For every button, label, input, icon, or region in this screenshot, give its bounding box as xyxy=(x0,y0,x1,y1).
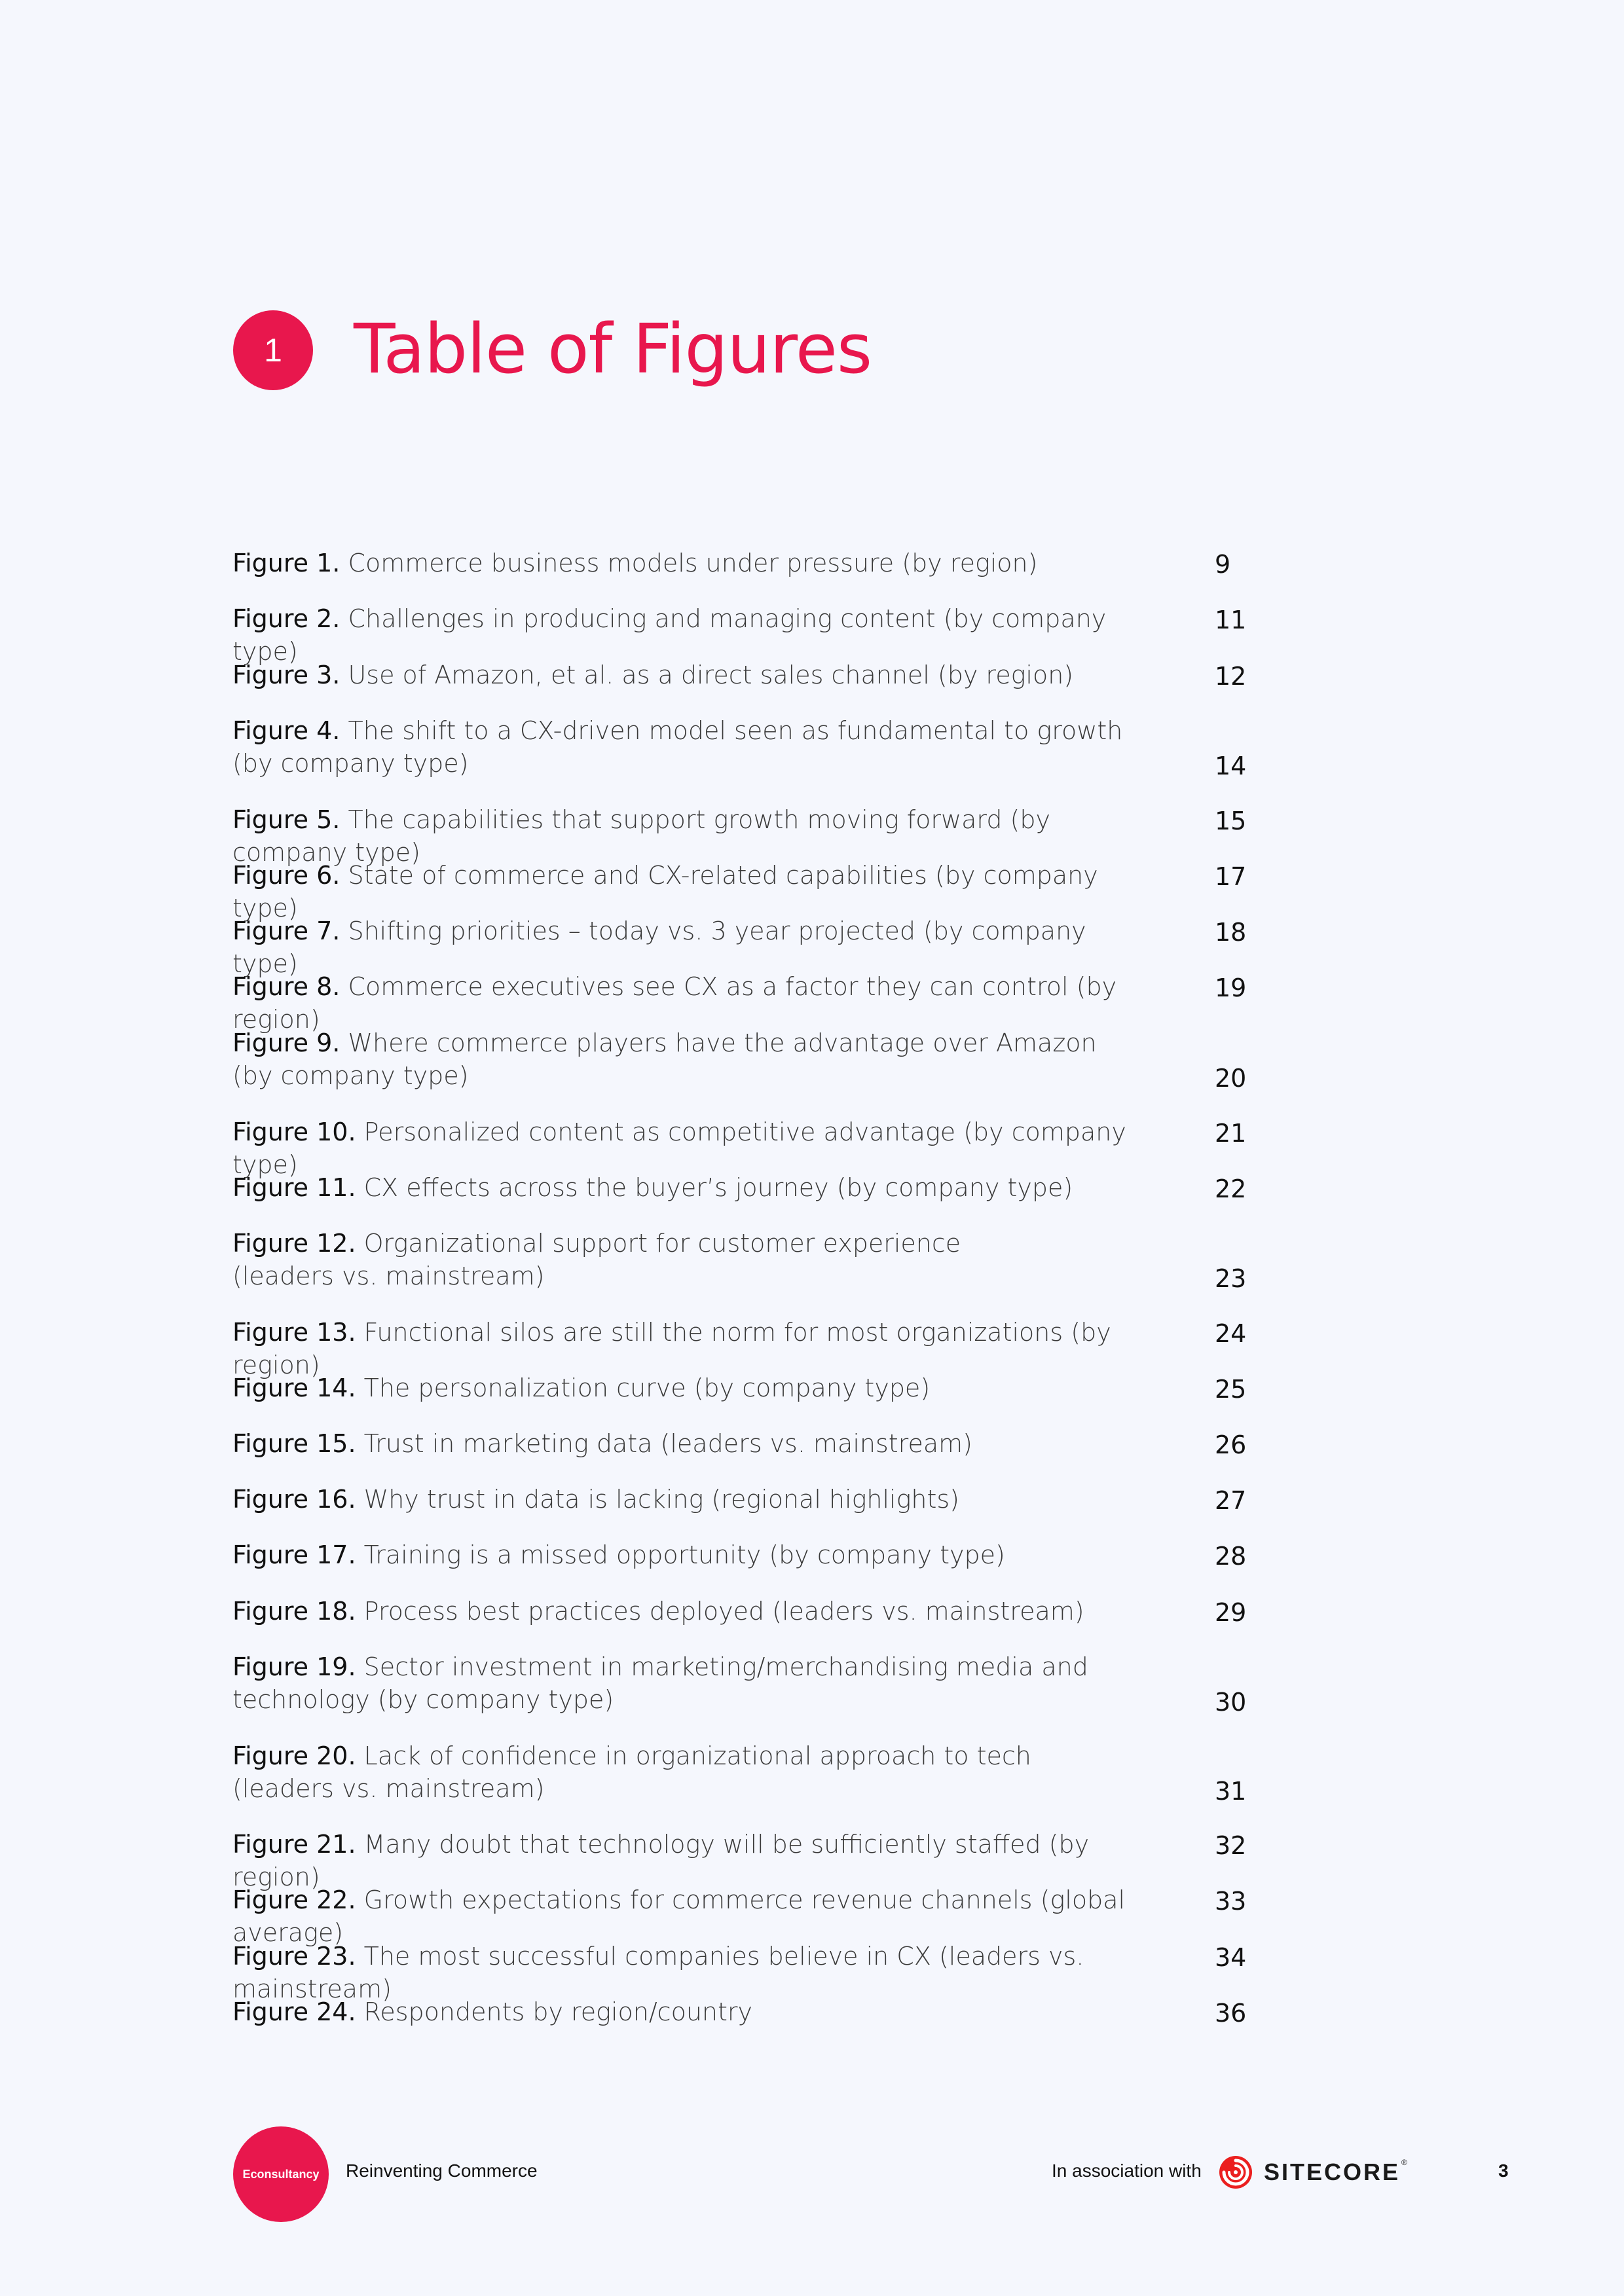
figure-page-number: 14 xyxy=(1215,752,1247,780)
figure-label: Figure 15. xyxy=(232,1429,356,1458)
figure-entry[interactable] xyxy=(232,1372,1254,1404)
figure-description: Many doubt that technology will be sufficiently staffed (by region) xyxy=(232,1830,1090,1891)
figure-page-number: 33 xyxy=(1215,1887,1247,1916)
figure-description: Commerce business models under pressure (by region) xyxy=(348,549,1038,577)
econsultancy-logo xyxy=(233,2126,329,2222)
figure-description: Functional silos are still the norm for most organizations (by region) xyxy=(232,1318,1111,1379)
figure-page-number: 29 xyxy=(1215,1598,1247,1627)
figure-label: Figure 7. xyxy=(232,917,341,945)
figure-label: Figure 4. xyxy=(232,716,341,745)
figure-entry[interactable] xyxy=(232,1595,1254,1628)
figure-description: Personalized content as competitive advantage (by company type) xyxy=(232,1118,1126,1179)
section-number: 1 xyxy=(264,332,282,369)
figure-label: Figure 24. xyxy=(232,1997,356,2026)
figure-description: Where commerce players have the advantage over Amazon xyxy=(348,1029,1097,1057)
figure-label: Figure 5. xyxy=(232,805,341,834)
figure-entry[interactable] xyxy=(232,1884,1254,1947)
figure-description: Shifting priorities – today vs. 3 year projected (by company type) xyxy=(232,917,1086,978)
figure-description: The most successful companies believe in CX (leaders vs. mainstream) xyxy=(232,1942,1084,2003)
figure-description-line-2: (by company type) xyxy=(232,1061,469,1090)
logo-text: Econsultancy xyxy=(242,2167,320,2181)
figure-entry[interactable] xyxy=(232,1650,1254,1716)
figure-label: Figure 13. xyxy=(232,1318,356,1347)
figure-entry[interactable] xyxy=(232,547,1254,579)
sitecore-logo xyxy=(1218,2153,1407,2192)
page-title: Table of Figures xyxy=(354,309,872,389)
figure-entry[interactable] xyxy=(232,1539,1254,1571)
figure-label: Figure 17. xyxy=(232,1540,356,1569)
figure-page-number: 15 xyxy=(1215,807,1247,835)
figure-description: Lack of confidence in organizational approach to tech xyxy=(363,1741,1031,1770)
figure-label: Figure 12. xyxy=(232,1229,356,1258)
figure-page-number: 20 xyxy=(1215,1064,1247,1093)
figure-description: Commerce executives see CX as a factor they can control (by region) xyxy=(232,972,1117,1034)
figure-description: Training is a missed opportunity (by company type) xyxy=(363,1540,1005,1569)
figure-entry[interactable] xyxy=(232,803,1254,867)
figure-description: The shift to a CX-driven model seen as fundamental to growth xyxy=(348,716,1123,745)
figure-description: CX effects across the buyer’s journey (by company type) xyxy=(363,1173,1073,1202)
figure-page-number: 26 xyxy=(1215,1430,1247,1459)
figure-entry[interactable] xyxy=(232,659,1254,691)
figure-entry[interactable] xyxy=(232,1828,1254,1891)
figure-label: Figure 6. xyxy=(232,861,341,890)
figure-page-number: 12 xyxy=(1215,662,1247,691)
figure-label: Figure 3. xyxy=(232,661,341,689)
figure-page-number: 23 xyxy=(1215,1264,1247,1293)
figure-description-line-2: technology (by company type) xyxy=(232,1685,614,1714)
figure-description: The capabilities that support growth moving forward (by company type) xyxy=(232,805,1050,867)
figure-entry[interactable] xyxy=(232,1227,1254,1292)
figure-page-number: 21 xyxy=(1215,1119,1247,1148)
figure-page-number: 32 xyxy=(1215,1831,1247,1860)
figure-page-number: 28 xyxy=(1215,1542,1247,1571)
figure-label: Figure 16. xyxy=(232,1485,356,1514)
footer-tagline: Reinventing Commerce xyxy=(346,2160,538,2181)
figure-entry[interactable] xyxy=(232,1427,1254,1460)
page-number: 3 xyxy=(1498,2160,1509,2181)
partner-name: SITECORE xyxy=(1264,2159,1401,2185)
figure-entry[interactable] xyxy=(232,1171,1254,1204)
figure-page-number: 17 xyxy=(1215,862,1247,891)
figure-page-number: 31 xyxy=(1215,1777,1247,1806)
figure-label: Figure 22. xyxy=(232,1886,356,1914)
figure-label: Figure 2. xyxy=(232,604,341,633)
figure-label: Figure 9. xyxy=(232,1029,341,1057)
figure-entry[interactable] xyxy=(232,915,1254,978)
figure-page-number: 11 xyxy=(1215,606,1247,634)
figure-page-number: 18 xyxy=(1215,918,1247,947)
figure-page-number: 25 xyxy=(1215,1375,1247,1404)
figure-entry[interactable] xyxy=(232,1027,1254,1092)
figure-label: Figure 8. xyxy=(232,972,341,1001)
partner-trademark: ® xyxy=(1401,2158,1407,2167)
figure-page-number: 24 xyxy=(1215,1319,1247,1348)
figure-entry[interactable] xyxy=(232,1940,1254,2003)
figure-page-number: 9 xyxy=(1215,550,1231,579)
figure-page-number: 19 xyxy=(1215,974,1247,1002)
figure-entry[interactable] xyxy=(232,970,1254,1034)
sitecore-swirl-icon xyxy=(1218,2155,1253,2190)
figure-entry[interactable] xyxy=(232,714,1254,780)
figure-entry[interactable] xyxy=(232,1116,1254,1179)
figure-label: Figure 19. xyxy=(232,1652,356,1681)
figure-description: Trust in marketing data (leaders vs. mainstream) xyxy=(363,1429,972,1458)
figure-description-line-2: (leaders vs. mainstream) xyxy=(232,1262,545,1290)
figure-page-number: 36 xyxy=(1215,1999,1247,2028)
figure-page-number: 27 xyxy=(1215,1486,1247,1515)
figure-description: Why trust in data is lacking (regional highlights) xyxy=(363,1485,960,1514)
figure-label: Figure 11. xyxy=(232,1173,356,1202)
figure-description: Challenges in producing and managing content (by company type) xyxy=(232,604,1107,666)
figure-entry[interactable] xyxy=(232,859,1254,922)
figure-entry[interactable] xyxy=(232,1316,1254,1379)
figure-entry[interactable] xyxy=(232,1483,1254,1516)
figure-description-line-2: (leaders vs. mainstream) xyxy=(232,1774,545,1803)
association-text: In association with xyxy=(1052,2160,1202,2181)
figure-label: Figure 21. xyxy=(232,1830,356,1859)
figure-page-number: 34 xyxy=(1215,1943,1247,1972)
figure-label: Figure 20. xyxy=(232,1741,356,1770)
figure-label: Figure 14. xyxy=(232,1374,356,1402)
figure-entry[interactable] xyxy=(232,602,1254,666)
figure-entry[interactable] xyxy=(232,1995,1254,2028)
figure-page-number: 30 xyxy=(1215,1688,1247,1717)
figure-description-line-2: (by company type) xyxy=(232,749,469,778)
figure-description: State of commerce and CX-related capabilities (by company type) xyxy=(232,861,1098,922)
figure-description: Use of Amazon, et al. as a direct sales channel (by region) xyxy=(348,661,1074,689)
figure-description: The personalization curve (by company type) xyxy=(363,1374,931,1402)
figure-page-number: 22 xyxy=(1215,1175,1247,1203)
figure-description: Process best practices deployed (leaders vs. mainstream) xyxy=(363,1597,1084,1626)
figure-label: Figure 1. xyxy=(232,549,341,577)
figure-entry[interactable] xyxy=(232,1740,1254,1805)
figure-description: Growth expectations for commerce revenue channels (global average) xyxy=(232,1886,1126,1947)
figure-description: Respondents by region/country xyxy=(363,1997,753,2026)
figure-label: Figure 10. xyxy=(232,1118,356,1146)
figure-description: Organizational support for customer experience xyxy=(363,1229,961,1258)
figure-label: Figure 23. xyxy=(232,1942,356,1971)
figure-label: Figure 18. xyxy=(232,1597,356,1626)
figure-description: Sector investment in marketing/merchandising media and xyxy=(363,1652,1088,1681)
